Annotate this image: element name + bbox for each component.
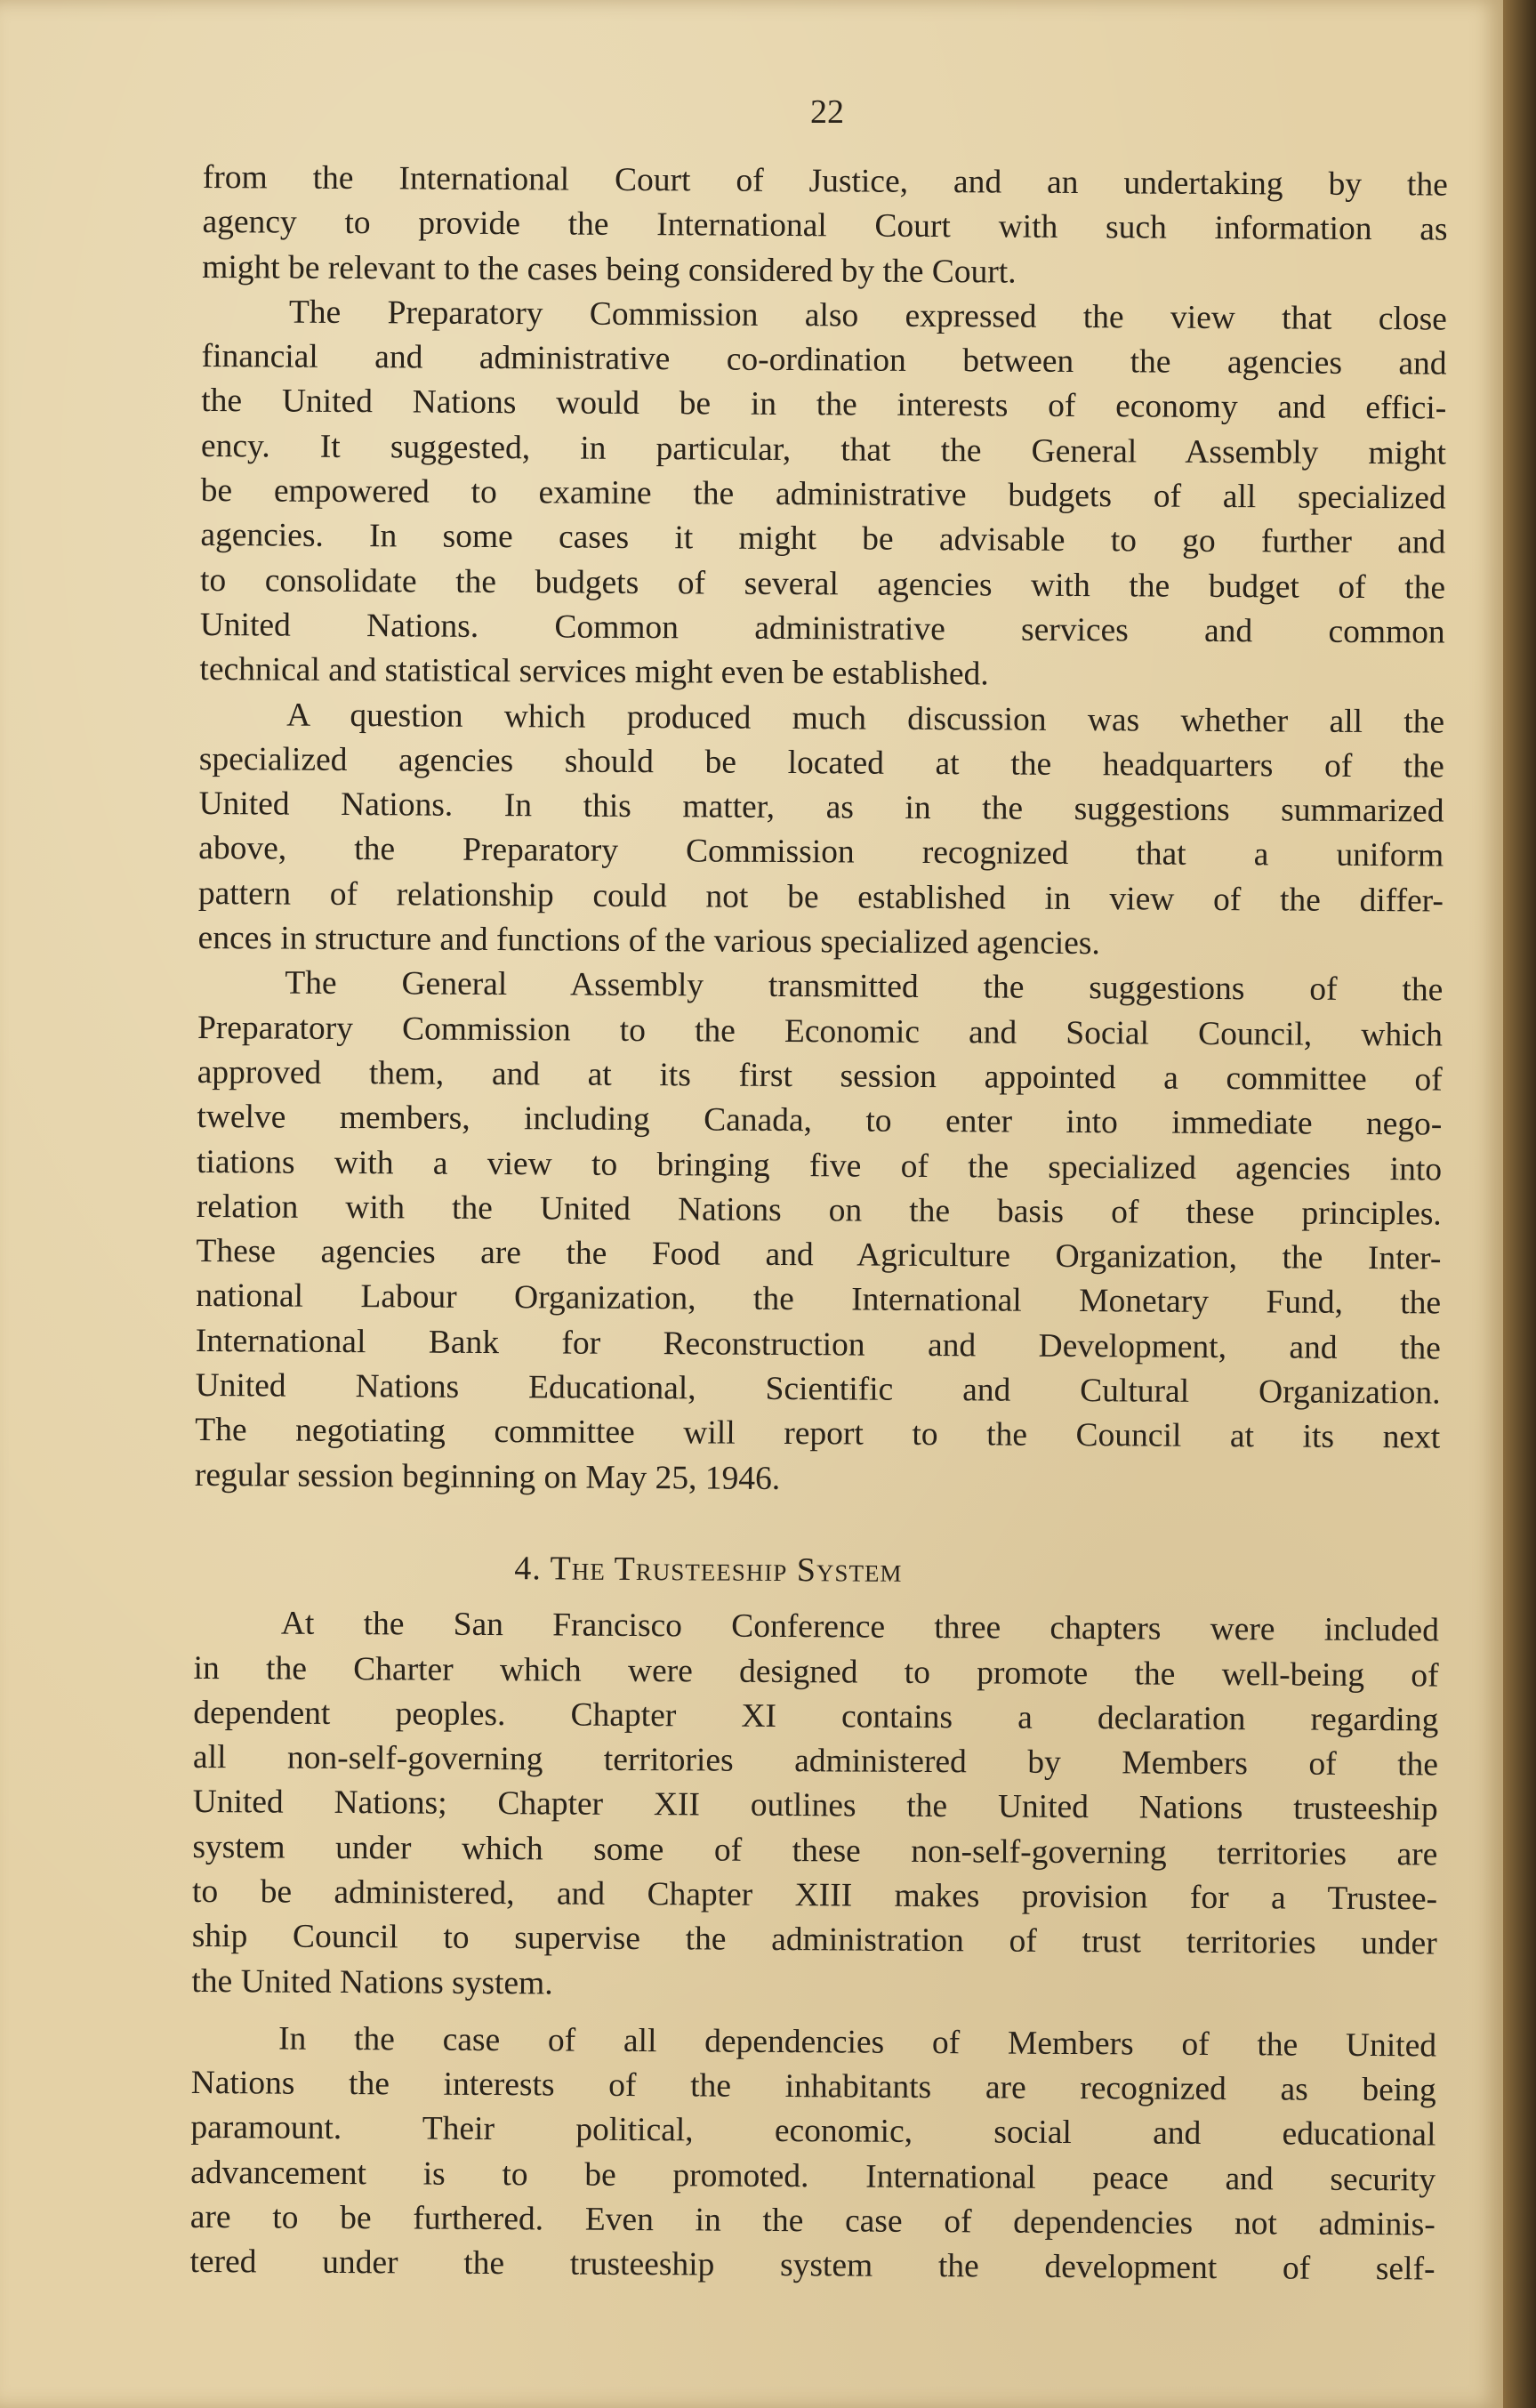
text-line: financial and administrative co-ordination between the agencies and xyxy=(201,338,1447,383)
text-line: might be relevant to the cases being considered by the Court. xyxy=(202,248,1017,291)
text-line: to be administered, and Chapter XIII makes provision for a Trustee- xyxy=(191,1872,1438,1918)
text-line: pattern of relationship could not be established in view of the differ- xyxy=(197,874,1444,920)
text-line: the United Nations would be in the interests of economy and effici- xyxy=(201,383,1447,428)
text-line: At the San Francisco Conference three chapters were included xyxy=(280,1605,1440,1649)
text-line: These agencies are the Food and Agriculture Organization, the Inter- xyxy=(196,1233,1442,1277)
body-text xyxy=(189,156,1448,2292)
text-line: The negotiating committee will report to the Council at its next xyxy=(195,1412,1441,1456)
text-line: agency to provide the International Court with such information as xyxy=(202,204,1448,248)
text-line: United Nations Educational, Scientific and Cultural Organization. xyxy=(195,1366,1441,1412)
text-line: ences in structure and functions of the various specialized agencies. xyxy=(197,920,1100,962)
text-line: tiations with a view to bringing five of the specialized agencies into xyxy=(196,1143,1443,1188)
text-line: from the International Court of Justice, and an undertaking by the xyxy=(202,158,1448,204)
text-line: advancement is to be promoted. International peace and security xyxy=(190,2154,1436,2199)
text-line: are to be furthered. Even in the case of dependencies not adminis- xyxy=(189,2199,1435,2243)
text-line: tered under the trusteeship system the development of self- xyxy=(189,2243,1435,2288)
text-line: above, the Preparatory Commission recognized that a uniform xyxy=(198,830,1444,874)
paragraph-3 xyxy=(197,693,1444,969)
text-line: agencies. In some cases it might be advisable to go further and xyxy=(200,517,1446,561)
section-paragraph-1 xyxy=(191,1601,1439,2011)
paragraph-4 xyxy=(195,961,1444,1505)
text-line: United Nations; Chapter XII outlines the United Nations trusteeship xyxy=(192,1784,1438,1828)
text-line: in the Charter which were designed to promote the well-being of xyxy=(193,1649,1439,1695)
text-line: regular session beginning on May 25, 1946. xyxy=(194,1456,781,1497)
text-line: national Labour Organization, the International Monetary Fund, the xyxy=(196,1277,1442,1322)
paragraph-1 xyxy=(202,156,1448,297)
text-line: system under which some of these non-self-governing territories are xyxy=(192,1828,1438,1873)
text-line: dependent peoples. Chapter XI contains a declaration regarding xyxy=(193,1694,1439,1739)
text-line: United Nations. Common administrative services and common xyxy=(199,606,1445,651)
text-line: approved them, and at its first session appointed a committee of xyxy=(197,1053,1443,1099)
text-line: the United Nations system. xyxy=(191,1962,553,2002)
text-line: ship Council to supervise the administration of trust territories under xyxy=(191,1918,1437,1962)
text-line: Preparatory Commission to the Economic and Social Council, which xyxy=(197,1009,1444,1054)
text-line: be empowered to examine the administrative budgets of all specialized xyxy=(200,472,1446,517)
text-line: International Bank for Reconstruction and Development, and the xyxy=(195,1322,1441,1367)
section-heading: 4. The Trusteeship System xyxy=(514,1550,903,1590)
text-line: relation with the United Nations on the basis of these principles. xyxy=(196,1188,1442,1233)
text-line: Nations the interests of the inhabitants are recognized as being xyxy=(190,2065,1436,2109)
text-line: to consolidate the budgets of several agencies with the budget of the xyxy=(199,561,1446,607)
text-line: all non-self-governing territories administered by Members of the xyxy=(192,1739,1439,1784)
text-line: A question which produced much discussion was whether all the xyxy=(286,697,1445,741)
text-line: paramount. Their political, economic, social and educational xyxy=(190,2109,1436,2154)
text-line: technical and statistical services might even be established. xyxy=(199,651,989,693)
text-line: specialized agencies should be located at the headquarters of the xyxy=(198,740,1444,785)
text-line: twelve members, including Canada, to enter into immediate nego- xyxy=(197,1099,1443,1143)
section-paragraph-2 xyxy=(189,2017,1436,2292)
text-line: ency. It suggested, in particular, that the General Assembly might xyxy=(200,427,1447,472)
paragraph-2 xyxy=(199,290,1447,700)
page-number: 22 xyxy=(810,93,844,131)
text-line: In the case of all dependencies of Members of the United xyxy=(277,2020,1437,2065)
book-gutter xyxy=(1503,0,1536,2408)
text-line: The General Assembly transmitted the suggestions of the xyxy=(285,964,1444,1009)
text-line: United Nations. In this matter, as in the suggestions summarized xyxy=(198,785,1444,830)
text-line: The Preparatory Commission also expressed the view that close xyxy=(288,294,1448,338)
